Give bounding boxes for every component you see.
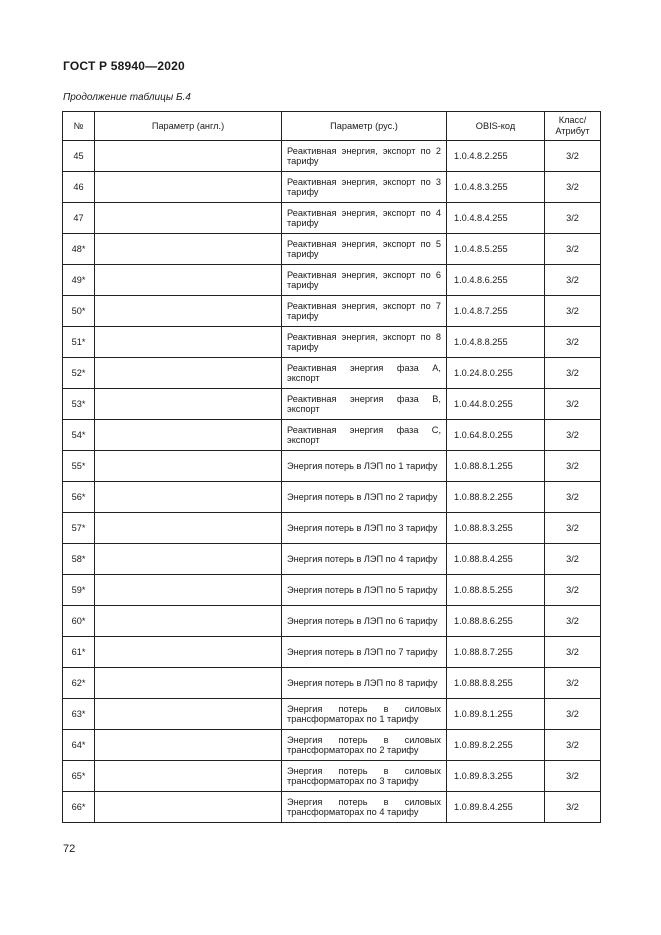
page-number: 72 (63, 843, 76, 855)
table-caption: Продолжение таблицы Б.4 (63, 92, 191, 103)
row-number: 60* (63, 606, 95, 637)
param-en-cell (95, 606, 282, 637)
table-row (63, 668, 601, 699)
obis-code-cell: 1.0.4.8.3.255 (447, 172, 545, 203)
table-body (63, 141, 601, 823)
table-row (63, 792, 601, 823)
row-number: 55* (63, 451, 95, 482)
obis-code-cell: 1.0.4.8.7.255 (447, 296, 545, 327)
obis-code-cell: 1.0.88.8.2.255 (447, 482, 545, 513)
param-en-cell (95, 265, 282, 296)
class-attr-cell: 3/2 (545, 699, 601, 730)
row-number: 51* (63, 327, 95, 358)
table-row (63, 606, 601, 637)
table-row (63, 451, 601, 482)
parameter-table (62, 111, 601, 823)
param-en-cell (95, 234, 282, 265)
param-en-cell (95, 420, 282, 451)
param-ru-text: Реактивная энергия, экспорт по 8 тарифу (287, 331, 441, 352)
param-en-cell (95, 296, 282, 327)
class-attr-cell: 3/2 (545, 172, 601, 203)
table-row (63, 172, 601, 203)
header-param-ru: Параметр (рус.) (282, 112, 447, 141)
table-row (63, 296, 601, 327)
param-en-cell (95, 203, 282, 234)
param-ru-cell (282, 792, 447, 823)
param-ru-text: Энергия потерь в силовых трансформаторах по 4 тарифу (287, 796, 441, 817)
header-num: № (63, 112, 95, 141)
obis-code-cell: 1.0.44.8.0.255 (447, 389, 545, 420)
header-param-en: Параметр (англ.) (95, 112, 282, 141)
param-ru-text: Реактивная энергия, экспорт по 3 тарифу (287, 176, 441, 197)
param-en-cell (95, 761, 282, 792)
param-ru-text: Реактивная энергия, экспорт по 7 тарифу (287, 300, 441, 321)
param-ru-text: Энергия потерь в ЛЭП по 6 тарифу (287, 615, 438, 626)
document-header: ГОСТ Р 58940—2020 (63, 59, 185, 73)
param-ru-text: Реактивная энергия, экспорт по 4 тарифу (287, 207, 441, 228)
param-ru-cell (282, 172, 447, 203)
table-row (63, 389, 601, 420)
param-ru-text: Энергия потерь в ЛЭП по 7 тарифу (287, 646, 438, 657)
param-ru-cell (282, 637, 447, 668)
param-ru-cell (282, 420, 447, 451)
param-en-cell (95, 327, 282, 358)
table-row (63, 730, 601, 761)
param-ru-cell (282, 358, 447, 389)
obis-code-cell: 1.0.88.8.1.255 (447, 451, 545, 482)
class-attr-cell: 3/2 (545, 296, 601, 327)
class-attr-cell: 3/2 (545, 544, 601, 575)
class-attr-cell: 3/2 (545, 513, 601, 544)
obis-code-cell: 1.0.4.8.4.255 (447, 203, 545, 234)
table-row (63, 420, 601, 451)
header-obis: OBIS-код (447, 112, 545, 141)
param-en-cell (95, 699, 282, 730)
class-attr-cell: 3/2 (545, 482, 601, 513)
row-number: 50* (63, 296, 95, 327)
class-attr-cell: 3/2 (545, 141, 601, 172)
obis-code-cell: 1.0.89.8.1.255 (447, 699, 545, 730)
class-attr-cell: 3/2 (545, 637, 601, 668)
param-ru-text: Реактивная энергия фаза B, экспорт (287, 393, 441, 414)
row-number: 46 (63, 172, 95, 203)
table-row (63, 575, 601, 606)
param-ru-text: Энергия потерь в ЛЭП по 8 тарифу (287, 677, 438, 688)
param-ru-cell (282, 699, 447, 730)
class-attr-cell: 3/2 (545, 668, 601, 699)
table-row (63, 265, 601, 296)
param-en-cell (95, 575, 282, 606)
param-ru-text: Энергия потерь в ЛЭП по 5 тарифу (287, 584, 438, 595)
row-number: 47 (63, 203, 95, 234)
row-number: 52* (63, 358, 95, 389)
param-ru-cell (282, 544, 447, 575)
class-attr-cell: 3/2 (545, 203, 601, 234)
obis-code-cell: 1.0.4.8.8.255 (447, 327, 545, 358)
param-ru-cell (282, 327, 447, 358)
obis-code-cell: 1.0.88.8.8.255 (447, 668, 545, 699)
param-en-cell (95, 172, 282, 203)
param-ru-cell (282, 451, 447, 482)
obis-code-cell: 1.0.4.8.5.255 (447, 234, 545, 265)
obis-code-cell: 1.0.88.8.3.255 (447, 513, 545, 544)
row-number: 63* (63, 699, 95, 730)
class-attr-cell: 3/2 (545, 451, 601, 482)
row-number: 64* (63, 730, 95, 761)
param-ru-text: Энергия потерь в ЛЭП по 4 тарифу (287, 553, 438, 564)
obis-code-cell: 1.0.89.8.2.255 (447, 730, 545, 761)
row-number: 61* (63, 637, 95, 668)
table-row (63, 761, 601, 792)
obis-code-cell: 1.0.89.8.3.255 (447, 761, 545, 792)
class-attr-cell: 3/2 (545, 606, 601, 637)
obis-code-cell: 1.0.89.8.4.255 (447, 792, 545, 823)
param-ru-cell (282, 141, 447, 172)
param-ru-text: Реактивная энергия, экспорт по 5 тарифу (287, 238, 441, 259)
param-en-cell (95, 513, 282, 544)
row-number: 57* (63, 513, 95, 544)
table-row (63, 141, 601, 172)
param-ru-text: Энергия потерь в силовых трансформаторах по 2 тарифу (287, 734, 441, 755)
param-ru-cell (282, 730, 447, 761)
table-row (63, 358, 601, 389)
param-ru-cell (282, 296, 447, 327)
param-en-cell (95, 389, 282, 420)
param-en-cell (95, 482, 282, 513)
header-class-attr (545, 112, 601, 141)
table-header-row (63, 112, 601, 141)
class-attr-cell: 3/2 (545, 420, 601, 451)
table-row (63, 327, 601, 358)
class-attr-cell: 3/2 (545, 730, 601, 761)
row-number: 56* (63, 482, 95, 513)
param-ru-cell (282, 234, 447, 265)
obis-code-cell: 1.0.4.8.2.255 (447, 141, 545, 172)
param-en-cell (95, 637, 282, 668)
class-attr-cell: 3/2 (545, 761, 601, 792)
table-row (63, 513, 601, 544)
obis-code-cell: 1.0.88.8.7.255 (447, 637, 545, 668)
param-ru-text: Реактивная энергия, экспорт по 6 тарифу (287, 269, 441, 290)
row-number: 59* (63, 575, 95, 606)
param-ru-text: Реактивная энергия фаза A, экспорт (287, 362, 441, 383)
table-row (63, 482, 601, 513)
obis-code-cell: 1.0.88.8.6.255 (447, 606, 545, 637)
row-number: 53* (63, 389, 95, 420)
param-ru-text: Энергия потерь в силовых трансформаторах по 1 тарифу (287, 703, 441, 724)
row-number: 58* (63, 544, 95, 575)
row-number: 66* (63, 792, 95, 823)
param-ru-text: Энергия потерь в ЛЭП по 2 тарифу (287, 491, 438, 502)
param-ru-text: Реактивная энергия, экспорт по 2 тарифу (287, 145, 441, 166)
param-ru-text: Энергия потерь в силовых трансформаторах по 3 тарифу (287, 765, 441, 786)
param-en-cell (95, 730, 282, 761)
param-en-cell (95, 451, 282, 482)
param-en-cell (95, 668, 282, 699)
row-number: 49* (63, 265, 95, 296)
table-row (63, 203, 601, 234)
param-en-cell (95, 141, 282, 172)
class-attr-cell: 3/2 (545, 575, 601, 606)
table-row (63, 699, 601, 730)
param-ru-cell (282, 575, 447, 606)
class-attr-cell: 3/2 (545, 265, 601, 296)
header-class-line1: Класс/ (558, 115, 587, 125)
class-attr-cell: 3/2 (545, 234, 601, 265)
class-attr-cell: 3/2 (545, 327, 601, 358)
param-ru-cell (282, 389, 447, 420)
obis-code-cell: 1.0.88.8.4.255 (447, 544, 545, 575)
table-row (63, 234, 601, 265)
class-attr-cell: 3/2 (545, 389, 601, 420)
param-en-cell (95, 792, 282, 823)
class-attr-cell: 3/2 (545, 358, 601, 389)
row-number: 65* (63, 761, 95, 792)
param-ru-cell (282, 265, 447, 296)
table-row (63, 544, 601, 575)
param-ru-text: Энергия потерь в ЛЭП по 3 тарифу (287, 522, 438, 533)
param-ru-cell (282, 203, 447, 234)
param-en-cell (95, 544, 282, 575)
param-en-cell (95, 358, 282, 389)
class-attr-cell: 3/2 (545, 792, 601, 823)
param-ru-cell (282, 668, 447, 699)
obis-code-cell: 1.0.88.8.5.255 (447, 575, 545, 606)
param-ru-text: Реактивная энергия фаза C, экспорт (287, 424, 441, 445)
param-ru-cell (282, 482, 447, 513)
param-ru-text: Энергия потерь в ЛЭП по 1 тарифу (287, 460, 438, 471)
header-class-line2: Атрибут (555, 126, 590, 136)
obis-code-cell: 1.0.4.8.6.255 (447, 265, 545, 296)
row-number: 48* (63, 234, 95, 265)
table-row (63, 637, 601, 668)
row-number: 62* (63, 668, 95, 699)
obis-code-cell: 1.0.64.8.0.255 (447, 420, 545, 451)
row-number: 45 (63, 141, 95, 172)
param-ru-cell (282, 761, 447, 792)
row-number: 54* (63, 420, 95, 451)
param-ru-cell (282, 606, 447, 637)
obis-code-cell: 1.0.24.8.0.255 (447, 358, 545, 389)
param-ru-cell (282, 513, 447, 544)
